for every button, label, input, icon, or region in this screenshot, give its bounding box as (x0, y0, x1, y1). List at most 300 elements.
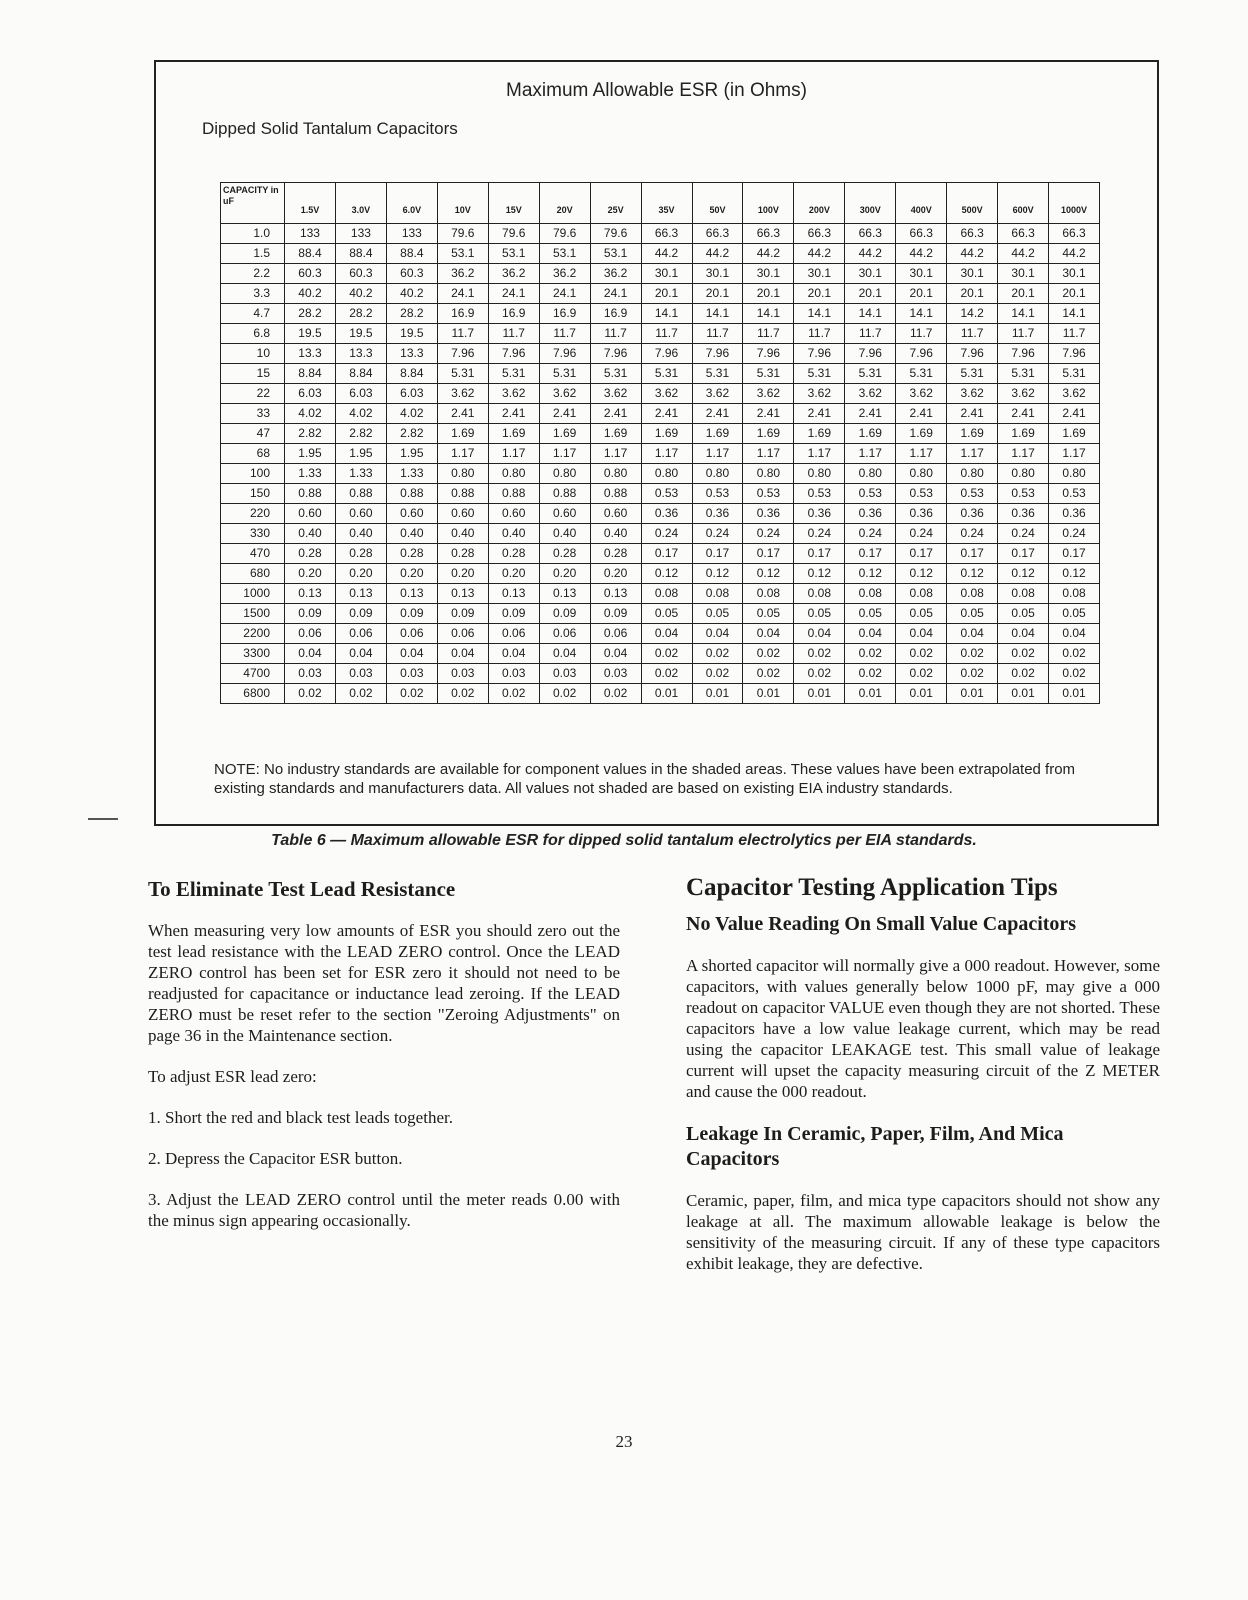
esr-value-cell: 0.28 (335, 544, 386, 564)
capacity-cell: 4700 (221, 664, 285, 684)
esr-value-cell: 0.24 (896, 524, 947, 544)
esr-value-cell: 1.17 (692, 444, 743, 464)
esr-value-cell: 0.53 (743, 484, 794, 504)
esr-value-cell: 0.02 (743, 664, 794, 684)
esr-value-cell: 0.40 (590, 524, 641, 544)
esr-value-cell: 0.05 (845, 604, 896, 624)
esr-value-cell: 0.20 (437, 564, 488, 584)
esr-value-cell: 0.08 (743, 584, 794, 604)
esr-value-cell: 24.1 (437, 284, 488, 304)
capacity-cell: 150 (221, 484, 285, 504)
left-column (148, 876, 620, 1251)
esr-value-cell: 0.12 (1049, 564, 1100, 584)
esr-value-cell: 20.1 (845, 284, 896, 304)
esr-value-cell: 20.1 (947, 284, 998, 304)
esr-value-cell: 0.53 (1049, 484, 1100, 504)
esr-value-cell: 0.17 (845, 544, 896, 564)
esr-value-cell: 66.3 (845, 224, 896, 244)
esr-value-cell: 0.17 (794, 544, 845, 564)
esr-value-cell: 0.88 (488, 484, 539, 504)
esr-value-cell: 0.36 (794, 504, 845, 524)
esr-value-cell: 20.1 (794, 284, 845, 304)
esr-value-cell: 1.69 (641, 424, 692, 444)
esr-value-cell: 0.20 (539, 564, 590, 584)
step-3: 3. Adjust the LEAD ZERO control until the meter reads 0.00 with the minus sign appearing occasionally. (148, 1190, 620, 1230)
esr-value-cell: 7.96 (947, 344, 998, 364)
esr-value-cell: 4.02 (285, 404, 336, 424)
esr-value-cell: 20.1 (1049, 284, 1100, 304)
esr-value-cell: 44.2 (1049, 244, 1100, 264)
esr-value-cell: 0.13 (335, 584, 386, 604)
esr-value-cell: 1.17 (1049, 444, 1100, 464)
esr-value-cell: 60.3 (335, 264, 386, 284)
table-row (221, 544, 1100, 564)
esr-value-cell: 0.02 (1049, 644, 1100, 664)
esr-value-cell: 0.53 (998, 484, 1049, 504)
page-number: 23 (615, 1432, 633, 1451)
esr-value-cell: 14.1 (845, 304, 896, 324)
esr-value-cell: 7.96 (896, 344, 947, 364)
esr-value-cell: 11.7 (743, 324, 794, 344)
esr-value-cell: 0.13 (437, 584, 488, 604)
esr-value-cell: 0.04 (947, 624, 998, 644)
esr-value-cell: 133 (386, 224, 437, 244)
esr-value-cell: 5.31 (539, 364, 590, 384)
esr-value-cell: 0.04 (1049, 624, 1100, 644)
esr-value-cell: 0.02 (641, 664, 692, 684)
esr-value-cell: 14.1 (1049, 304, 1100, 324)
esr-value-cell: 0.88 (386, 484, 437, 504)
esr-value-cell: 0.20 (590, 564, 641, 584)
esr-value-cell: 53.1 (539, 244, 590, 264)
esr-value-cell: 0.08 (1049, 584, 1100, 604)
esr-value-cell: 0.06 (335, 624, 386, 644)
esr-value-cell: 2.41 (641, 404, 692, 424)
esr-value-cell: 0.28 (590, 544, 641, 564)
esr-value-cell: 30.1 (692, 264, 743, 284)
esr-value-cell: 1.95 (335, 444, 386, 464)
esr-value-cell: 0.60 (386, 504, 437, 524)
esr-value-cell: 0.02 (845, 664, 896, 684)
esr-value-cell: 0.60 (488, 504, 539, 524)
esr-value-cell: 1.69 (488, 424, 539, 444)
esr-value-cell: 0.60 (335, 504, 386, 524)
esr-value-cell: 0.03 (437, 664, 488, 684)
esr-value-cell: 0.05 (641, 604, 692, 624)
esr-value-cell: 5.31 (641, 364, 692, 384)
voltage-column-header: 100V (743, 183, 794, 224)
esr-value-cell: 0.40 (539, 524, 590, 544)
esr-value-cell: 5.31 (488, 364, 539, 384)
capacity-cell: 3300 (221, 644, 285, 664)
capacity-cell: 4.7 (221, 304, 285, 324)
esr-value-cell: 30.1 (998, 264, 1049, 284)
esr-value-cell: 5.31 (998, 364, 1049, 384)
esr-value-cell: 0.02 (539, 684, 590, 704)
esr-value-cell: 0.20 (386, 564, 437, 584)
esr-value-cell: 11.7 (692, 324, 743, 344)
table-caption: Table 6 — Maximum allowable ESR for dipped solid tantalum electrolytics per EIA standards. (271, 832, 977, 849)
esr-value-cell: 0.04 (845, 624, 896, 644)
esr-value-cell: 40.2 (335, 284, 386, 304)
esr-value-cell: 0.04 (437, 644, 488, 664)
esr-value-cell: 2.41 (845, 404, 896, 424)
leakage-paragraph: Ceramic, paper, film, and mica type capacitors should not show any leakage at all. The maximum allowable leakage is below the sensitivity of the measuring circuit. If any of these type capacitors exhibit leakage, they are defective. (686, 1191, 1160, 1273)
esr-value-cell: 1.69 (539, 424, 590, 444)
esr-value-cell: 0.02 (386, 684, 437, 704)
esr-value-cell: 0.05 (947, 604, 998, 624)
esr-value-cell: 0.36 (845, 504, 896, 524)
esr-value-cell: 7.96 (743, 344, 794, 364)
esr-value-cell: 5.31 (896, 364, 947, 384)
esr-value-cell: 3.62 (998, 384, 1049, 404)
capacity-cell: 1.0 (221, 224, 285, 244)
esr-value-cell: 1.17 (845, 444, 896, 464)
esr-value-cell: 0.04 (386, 644, 437, 664)
esr-value-cell: 66.3 (692, 224, 743, 244)
esr-value-cell: 0.02 (285, 684, 336, 704)
esr-value-cell: 1.69 (794, 424, 845, 444)
esr-value-cell: 0.17 (896, 544, 947, 564)
esr-value-cell: 0.04 (488, 644, 539, 664)
esr-value-cell: 0.17 (998, 544, 1049, 564)
esr-value-cell: 0.05 (896, 604, 947, 624)
esr-value-cell: 1.17 (998, 444, 1049, 464)
capacity-cell: 3.3 (221, 284, 285, 304)
voltage-column-header: 3.0V (335, 183, 386, 224)
capacity-cell: 1000 (221, 584, 285, 604)
esr-value-cell: 79.6 (437, 224, 488, 244)
esr-value-cell: 11.7 (437, 324, 488, 344)
esr-value-cell: 0.05 (743, 604, 794, 624)
esr-value-cell: 30.1 (1049, 264, 1100, 284)
esr-value-cell: 5.31 (947, 364, 998, 384)
capacity-cell: 33 (221, 404, 285, 424)
esr-value-cell: 0.24 (1049, 524, 1100, 544)
table-row (221, 564, 1100, 584)
no-value-paragraph: A shorted capacitor will normally give a 000 readout. However, some capacitors, with values generally below 1000 pF, may give a 000 readout on capacitor VALUE even though they are not shorted. These capacitors have a low value leakage current, which may be read using the capacitor LEAKAGE test. This small value of leakage current will upset the capacity measuring circuit of the Z METER and cause the 000 readout. (686, 956, 1160, 1101)
esr-value-cell: 3.62 (896, 384, 947, 404)
esr-value-cell: 11.7 (794, 324, 845, 344)
esr-value-cell: 6.03 (285, 384, 336, 404)
voltage-column-header: 600V (998, 183, 1049, 224)
step-2: 2. Depress the Capacitor ESR button. (148, 1149, 403, 1168)
esr-value-cell: 30.1 (641, 264, 692, 284)
esr-value-cell: 0.08 (641, 584, 692, 604)
esr-value-cell: 88.4 (335, 244, 386, 264)
esr-value-cell: 0.08 (845, 584, 896, 604)
esr-value-cell: 7.96 (692, 344, 743, 364)
esr-value-cell: 11.7 (896, 324, 947, 344)
esr-value-cell: 11.7 (947, 324, 998, 344)
esr-value-cell: 36.2 (539, 264, 590, 284)
esr-value-cell: 0.04 (641, 624, 692, 644)
esr-value-cell: 0.09 (539, 604, 590, 624)
esr-value-cell: 24.1 (590, 284, 641, 304)
esr-value-cell: 66.3 (998, 224, 1049, 244)
table-row (221, 464, 1100, 484)
esr-value-cell: 44.2 (641, 244, 692, 264)
esr-value-cell: 0.36 (641, 504, 692, 524)
table-row (221, 584, 1100, 604)
esr-value-cell: 14.1 (743, 304, 794, 324)
esr-value-cell: 1.17 (437, 444, 488, 464)
esr-value-cell: 3.62 (1049, 384, 1100, 404)
esr-value-cell: 0.13 (488, 584, 539, 604)
table-row (221, 444, 1100, 464)
esr-value-cell: 0.88 (285, 484, 336, 504)
esr-value-cell: 60.3 (386, 264, 437, 284)
esr-value-cell: 1.69 (896, 424, 947, 444)
esr-value-cell: 0.88 (437, 484, 488, 504)
esr-value-cell: 7.96 (845, 344, 896, 364)
capacity-cell: 6800 (221, 684, 285, 704)
esr-value-cell: 0.17 (1049, 544, 1100, 564)
esr-value-cell: 79.6 (488, 224, 539, 244)
esr-value-cell: 11.7 (488, 324, 539, 344)
esr-value-cell: 66.3 (641, 224, 692, 244)
esr-value-cell: 4.02 (386, 404, 437, 424)
esr-value-cell: 14.2 (947, 304, 998, 324)
lead-resistance-heading: To Eliminate Test Lead Resistance (148, 877, 456, 901)
esr-value-cell: 11.7 (845, 324, 896, 344)
esr-value-cell: 0.28 (539, 544, 590, 564)
esr-value-cell: 0.13 (590, 584, 641, 604)
esr-value-cell: 0.01 (794, 684, 845, 704)
esr-value-cell: 20.1 (743, 284, 794, 304)
esr-value-cell: 0.13 (539, 584, 590, 604)
esr-value-cell: 0.03 (335, 664, 386, 684)
esr-value-cell: 14.1 (794, 304, 845, 324)
esr-value-cell: 0.02 (692, 644, 743, 664)
esr-value-cell: 14.1 (896, 304, 947, 324)
esr-value-cell: 0.02 (947, 644, 998, 664)
esr-value-cell: 0.02 (590, 684, 641, 704)
esr-value-cell: 2.82 (386, 424, 437, 444)
esr-value-cell: 0.06 (437, 624, 488, 644)
esr-value-cell: 0.04 (692, 624, 743, 644)
esr-value-cell: 16.9 (437, 304, 488, 324)
esr-value-cell: 0.09 (285, 604, 336, 624)
esr-value-cell: 0.12 (998, 564, 1049, 584)
esr-value-cell: 0.24 (743, 524, 794, 544)
esr-value-cell: 66.3 (896, 224, 947, 244)
voltage-column-header: 50V (692, 183, 743, 224)
esr-value-cell: 0.28 (488, 544, 539, 564)
esr-value-cell: 0.04 (794, 624, 845, 644)
esr-value-cell: 66.3 (947, 224, 998, 244)
esr-value-cell: 14.1 (641, 304, 692, 324)
esr-value-cell: 0.80 (590, 464, 641, 484)
esr-value-cell: 0.06 (285, 624, 336, 644)
esr-value-cell: 7.96 (590, 344, 641, 364)
esr-value-cell: 0.02 (641, 644, 692, 664)
esr-value-cell: 14.1 (692, 304, 743, 324)
esr-value-cell: 1.69 (437, 424, 488, 444)
esr-value-cell: 0.02 (1049, 664, 1100, 684)
esr-value-cell: 0.12 (845, 564, 896, 584)
application-tips-heading: Capacitor Testing Application Tips (686, 874, 1058, 901)
esr-value-cell: 7.96 (539, 344, 590, 364)
esr-value-cell: 0.80 (794, 464, 845, 484)
esr-value-cell: 0.02 (692, 664, 743, 684)
esr-value-cell: 0.09 (437, 604, 488, 624)
esr-value-cell: 5.31 (1049, 364, 1100, 384)
esr-value-cell: 0.36 (1049, 504, 1100, 524)
esr-value-cell: 11.7 (590, 324, 641, 344)
esr-value-cell: 0.04 (335, 644, 386, 664)
table-row (221, 304, 1100, 324)
esr-value-cell: 0.04 (998, 624, 1049, 644)
esr-value-cell: 0.20 (285, 564, 336, 584)
esr-value-cell: 1.95 (285, 444, 336, 464)
esr-value-cell: 44.2 (845, 244, 896, 264)
esr-value-cell: 1.33 (335, 464, 386, 484)
esr-value-cell: 0.80 (1049, 464, 1100, 484)
esr-value-cell: 1.17 (641, 444, 692, 464)
esr-value-cell: 0.40 (488, 524, 539, 544)
esr-value-cell: 0.13 (285, 584, 336, 604)
esr-value-cell: 3.62 (692, 384, 743, 404)
esr-value-cell: 0.88 (590, 484, 641, 504)
esr-value-cell: 8.84 (335, 364, 386, 384)
esr-value-cell: 5.31 (845, 364, 896, 384)
esr-value-cell: 7.96 (488, 344, 539, 364)
esr-value-cell: 0.28 (285, 544, 336, 564)
capacity-cell: 2200 (221, 624, 285, 644)
esr-value-cell: 0.02 (794, 664, 845, 684)
esr-value-cell: 1.33 (285, 464, 336, 484)
esr-value-cell: 0.06 (539, 624, 590, 644)
esr-value-cell: 1.69 (692, 424, 743, 444)
esr-value-cell: 0.17 (692, 544, 743, 564)
voltage-column-header: 25V (590, 183, 641, 224)
esr-value-cell: 0.36 (896, 504, 947, 524)
esr-value-cell: 0.80 (488, 464, 539, 484)
esr-value-cell: 0.12 (947, 564, 998, 584)
esr-value-cell: 1.69 (743, 424, 794, 444)
esr-value-cell: 0.53 (947, 484, 998, 504)
esr-value-cell: 0.02 (896, 664, 947, 684)
esr-value-cell: 0.12 (641, 564, 692, 584)
esr-value-cell: 20.1 (641, 284, 692, 304)
esr-value-cell: 0.04 (590, 644, 641, 664)
esr-value-cell: 0.53 (845, 484, 896, 504)
capacity-cell: 2.2 (221, 264, 285, 284)
esr-value-cell: 11.7 (1049, 324, 1100, 344)
esr-value-cell: 44.2 (947, 244, 998, 264)
esr-value-cell: 0.01 (1049, 684, 1100, 704)
esr-value-cell: 0.24 (947, 524, 998, 544)
table-row (221, 644, 1100, 664)
table-row (221, 344, 1100, 364)
voltage-column-header: 20V (539, 183, 590, 224)
esr-value-cell: 0.28 (386, 544, 437, 564)
esr-value-cell: 36.2 (437, 264, 488, 284)
table-row (221, 284, 1100, 304)
capacity-cell: 68 (221, 444, 285, 464)
esr-value-cell: 0.20 (335, 564, 386, 584)
esr-value-cell: 0.05 (692, 604, 743, 624)
table-title: Maximum Allowable ESR (in Ohms) (506, 80, 807, 101)
esr-value-cell: 0.24 (845, 524, 896, 544)
esr-value-cell: 8.84 (386, 364, 437, 384)
esr-value-cell: 28.2 (335, 304, 386, 324)
capacity-cell: 6.8 (221, 324, 285, 344)
esr-value-cell: 133 (335, 224, 386, 244)
esr-value-cell: 0.12 (794, 564, 845, 584)
capacity-cell: 10 (221, 344, 285, 364)
leakage-subheading: Leakage In Ceramic, Paper, Film, And Mica Capacitors (686, 1123, 1064, 1170)
esr-value-cell: 44.2 (692, 244, 743, 264)
esr-value-cell: 53.1 (437, 244, 488, 264)
esr-value-cell: 0.13 (386, 584, 437, 604)
esr-value-cell: 7.96 (641, 344, 692, 364)
esr-value-cell: 3.62 (590, 384, 641, 404)
esr-value-cell: 6.03 (335, 384, 386, 404)
table-note: NOTE: No industry standards are available for component values in the shaded areas. These values have been extrapolated from existing standards and manufacturers data. All values not shaded are based on existing EIA industry standards. (214, 761, 1076, 797)
table-row (221, 264, 1100, 284)
capacity-cell: 15 (221, 364, 285, 384)
esr-value-cell: 0.36 (947, 504, 998, 524)
table-row (221, 684, 1100, 704)
esr-value-cell: 7.96 (794, 344, 845, 364)
esr-value-cell: 0.40 (386, 524, 437, 544)
capacity-cell: 1.5 (221, 244, 285, 264)
esr-value-cell: 0.06 (488, 624, 539, 644)
voltage-column-header: 15V (488, 183, 539, 224)
esr-value-cell: 28.2 (386, 304, 437, 324)
esr-value-cell: 19.5 (335, 324, 386, 344)
esr-value-cell: 2.41 (539, 404, 590, 424)
voltage-column-header: 6.0V (386, 183, 437, 224)
esr-value-cell: 66.3 (1049, 224, 1100, 244)
esr-value-cell: 0.08 (998, 584, 1049, 604)
esr-value-cell: 3.62 (845, 384, 896, 404)
capacity-cell: 330 (221, 524, 285, 544)
esr-value-cell: 2.41 (896, 404, 947, 424)
esr-value-cell: 0.40 (285, 524, 336, 544)
table-row (221, 324, 1100, 344)
esr-value-cell: 133 (285, 224, 336, 244)
table-row (221, 404, 1100, 424)
esr-value-cell: 2.41 (590, 404, 641, 424)
table-row (221, 244, 1100, 264)
table-row (221, 504, 1100, 524)
esr-value-cell: 0.12 (743, 564, 794, 584)
esr-value-cell: 0.02 (998, 664, 1049, 684)
esr-value-cell: 0.05 (794, 604, 845, 624)
esr-value-cell: 16.9 (488, 304, 539, 324)
adjust-intro: To adjust ESR lead zero: (148, 1067, 317, 1086)
table-row (221, 664, 1100, 684)
capacity-column-header: CAPACITY in uF (221, 183, 285, 224)
esr-value-cell: 0.12 (896, 564, 947, 584)
esr-value-cell: 0.02 (845, 644, 896, 664)
table-row (221, 384, 1100, 404)
voltage-column-header: 1.5V (285, 183, 336, 224)
esr-value-cell: 5.31 (590, 364, 641, 384)
esr-value-cell: 0.05 (998, 604, 1049, 624)
esr-value-cell: 0.01 (947, 684, 998, 704)
esr-value-cell: 2.41 (488, 404, 539, 424)
capacity-cell: 1500 (221, 604, 285, 624)
esr-value-cell: 0.80 (947, 464, 998, 484)
esr-value-cell: 13.3 (285, 344, 336, 364)
esr-value-cell: 0.02 (743, 644, 794, 664)
esr-value-cell: 0.24 (998, 524, 1049, 544)
esr-value-cell: 0.80 (743, 464, 794, 484)
